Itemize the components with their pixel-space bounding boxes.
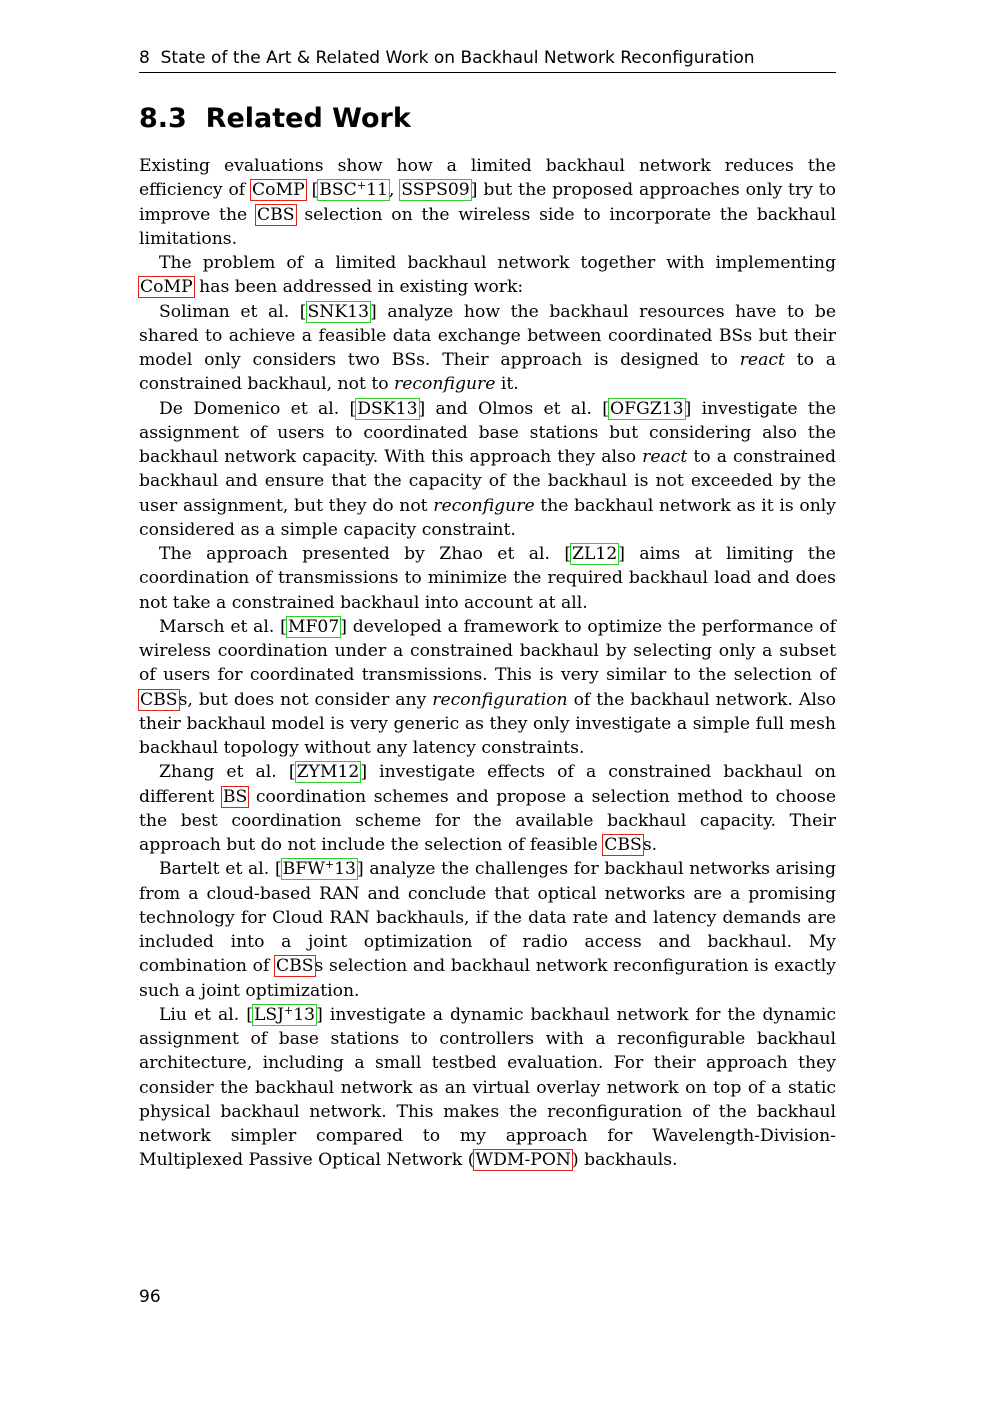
paragraph-6: Marsch et al. [MF07] developed a framework to optimize the performance of wireless coordination under a constrained backhaul by selecting only a subset of users for coordinated transmissions. This is very similar to the selection of CBSs, but does not consider any reconfiguration of the backhaul network. Also their backhaul model is very generic as they only investigate a simple full mesh backhaul topology without any latency constraints. — [139, 616, 836, 758]
paragraph-5: The approach presented by Zhao et al. [ZL12] aims at limiting the coordination of transmissions to minimize the required backhaul load and does not take a constrained backhaul into account at all. — [139, 544, 836, 613]
running-title: State of the Art & Related Work on Backhaul Network Reconfiguration — [160, 48, 755, 68]
citation-link-zl12[interactable]: ZL12 — [572, 544, 618, 564]
paragraph-1: Existing evaluations show how a limited backhaul network reduces the efficiency of CoMP [BSC+11, SSPS09] but the proposed approaches only try to improve the CBS selection on the wireless side to incorporate the backhaul limitations. — [139, 156, 837, 249]
body-text — [139, 154, 836, 1173]
acronym-link-comp[interactable]: CoMP — [252, 180, 305, 201]
citation-link-snk13[interactable]: SNK13 — [307, 301, 370, 322]
acronym-link-cbs[interactable]: CBS — [256, 204, 295, 225]
paragraph-9: Liu et al. [LSJ+13] investigate a dynamic backhaul network for the dynamic assignment of base stations to controllers with a reconfigurable backhaul architecture, including a small testbed evaluation. For their approach they consider the backhaul network as an virtual overlay network on top of a static physical backhaul network. This makes the reconfiguration of the backhaul network simpler compared to my approach for Wavelength-Division-Multiplexed Passive Optical Network (WDM-PON) backhauls. — [139, 1003, 836, 1171]
chapter-number: 8 — [139, 48, 150, 68]
paragraph-4: De Domenico et al. [DSK13] and Olmos et al. [OFGZ13] investigate the assignment of users to coordinated base stations but considering also the backhaul network capacity. With this approach they also react to a constrained backhaul and ensure that the capacity of the backhaul is not exceeded by the user assignment, but they do not reconfigure the backhaul network as it is only considered as a simple capacity constraint. — [139, 398, 837, 540]
page-number: 96 — [139, 1287, 161, 1307]
citation-link-mf07[interactable]: MF07 — [287, 616, 340, 637]
paragraph-2: The problem of a limited backhaul network together with implementing CoMP has been addressed in existing work: — [140, 253, 836, 298]
citation-link-lsj13[interactable]: LSJ+13 — [253, 1003, 316, 1025]
acronym-link-wdm-pon[interactable]: WDM-PON — [475, 1150, 571, 1171]
citation-link-dsk13[interactable]: DSK13 — [357, 398, 418, 419]
paragraph-8: Bartelt et al. [BFW+13] analyze the challenges for backhaul networks arising from a cloud-based RAN and conclude that optical networks are a promising technology for Cloud RAN backhauls, if the data rate and latency demands are included into a joint optimization of radio access and backhaul. My combination of CBSs selection and backhaul network reconfiguration is exactly such a joint optimization. — [139, 858, 836, 1001]
acronym-link-comp[interactable]: CoMP — [140, 277, 193, 298]
acronym-link-cbs[interactable]: CBS — [275, 956, 314, 977]
acronym-link-cbs[interactable]: CBS — [140, 689, 178, 710]
paragraph-7: Zhang et al. [ZYM12] investigate effects of a constrained backhaul on different BS coordination schemes and propose a selection method to choose the best coordination scheme for the available backhaul capacity. Their approach but do not include the selection of feasible CBSs. — [139, 762, 836, 855]
citation-link-bsc11[interactable]: BSC+11 — [319, 179, 388, 201]
paragraph-3: Soliman et al. [SNK13] analyze how the backhaul resources have to be shared to achieve a feasible data exchange between coordinated BSs but their model only considers two BSs. Their approach is designed to react to a constrained backhaul, not to reconfigure it. — [139, 301, 836, 395]
section-number: 8.3 — [139, 103, 187, 134]
acronym-link-cbs[interactable]: CBS — [604, 835, 642, 855]
section-title: Related Work — [205, 103, 411, 134]
acronym-link-bs[interactable]: BS — [222, 786, 248, 807]
citation-link-bfw13[interactable]: BFW+13 — [282, 858, 356, 880]
citation-link-ofgz13[interactable]: OFGZ13 — [610, 398, 684, 419]
section-heading — [139, 101, 411, 137]
citation-link-ssps09[interactable]: SSPS09 — [401, 180, 470, 201]
running-header — [139, 45, 836, 73]
citation-link-zym12[interactable]: ZYM12 — [296, 762, 360, 783]
